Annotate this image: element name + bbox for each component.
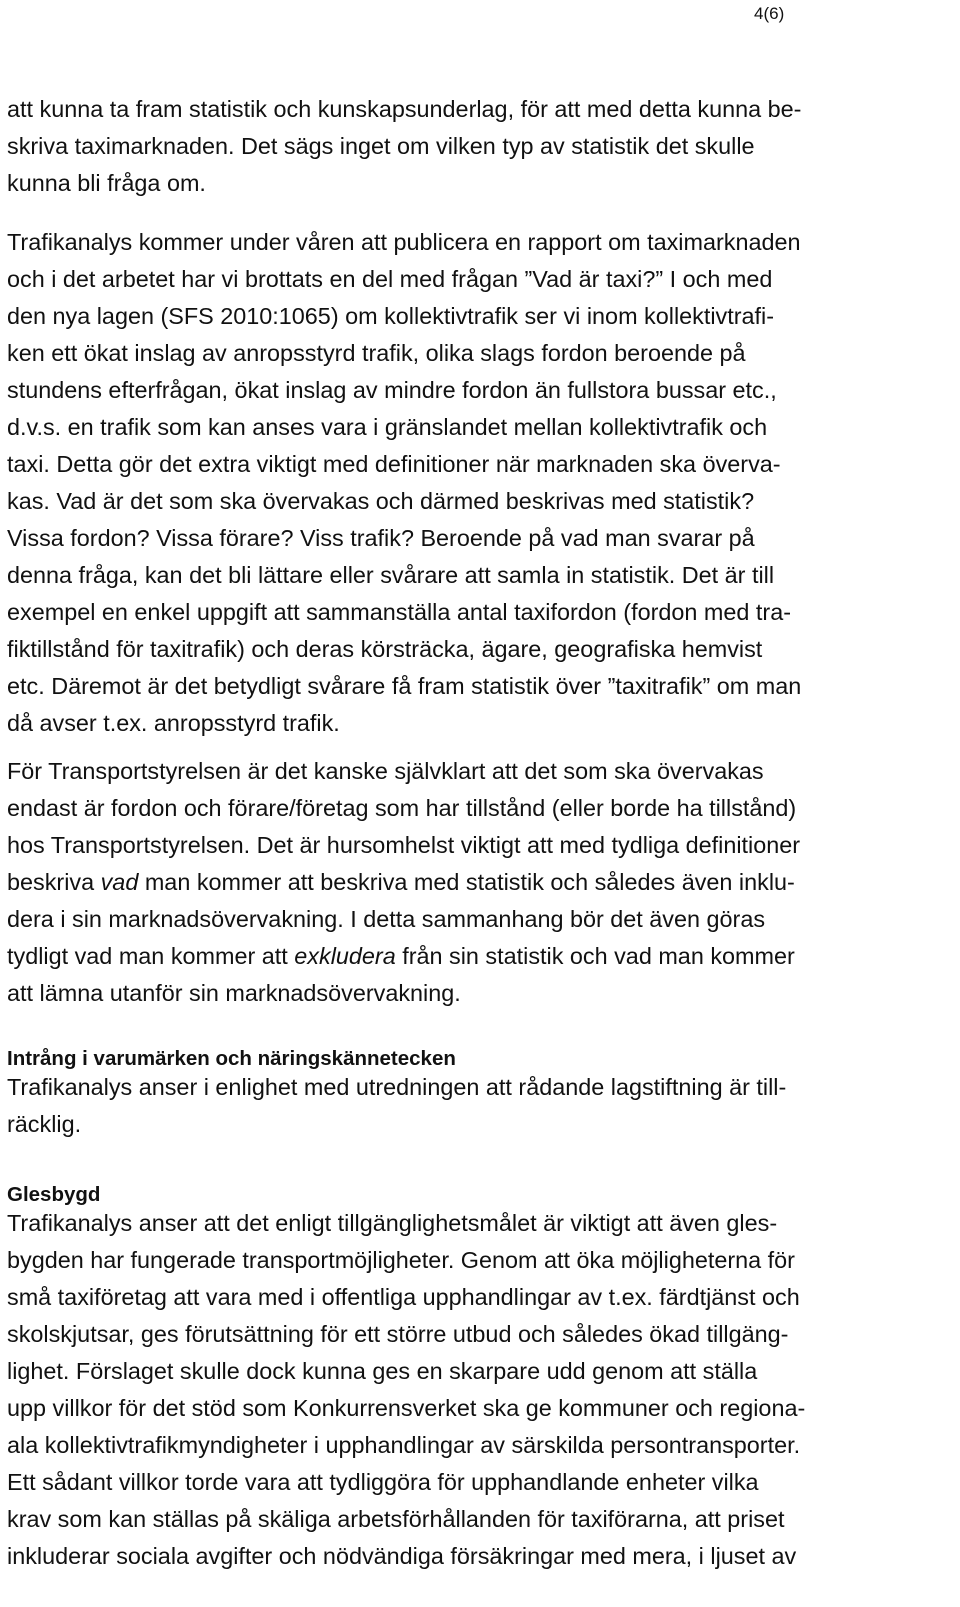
paragraph-intrang — [7, 1069, 942, 1143]
text-line: stundens efterfrågan, ökat inslag av mindre fordon än fullstora bussar etc., — [7, 377, 777, 403]
text-segment: från sin statistik och vad man kommer — [395, 943, 795, 969]
text-line: d.v.s. en trafik som kan anses vara i gränslandet mellan kollektivtrafik och — [7, 414, 768, 440]
paragraph-glesbygd — [7, 1205, 942, 1575]
text-line: Ett sådant villkor torde vara att tydliggöra för upphandlande enheter vilka — [7, 1469, 759, 1495]
text-line: Trafikanalys kommer under våren att publicera en rapport om taximarknaden — [7, 229, 801, 255]
text-segment: man kommer att beskriva med statistik och således även inklu- — [138, 869, 795, 895]
text-line: fiktillstånd för taxitrafik) och deras körsträcka, ägare, geografiska hemvist — [7, 636, 763, 662]
emphasis-exkludera: exkludera — [294, 943, 396, 969]
text-line: etc. Däremot är det betydligt svårare få fram statistik över ”taxitrafik” om man — [7, 673, 802, 699]
text-line: krav som kan ställas på skäliga arbetsförhållanden för taxiförarna, att priset — [7, 1506, 785, 1532]
page-number: 4(6) — [754, 4, 785, 23]
text-line: Vissa fordon? Vissa förare? Viss trafik? Beroende på vad man svarar på — [7, 525, 755, 551]
text-line: kunna bli fråga om. — [7, 170, 206, 196]
text-segment: beskriva — [7, 869, 101, 895]
text-line: taxi. Detta gör det extra viktigt med definitioner när marknaden ska överva- — [7, 451, 781, 477]
text-line — [7, 864, 942, 901]
text-line: inkluderar sociala avgifter och nödvändiga försäkringar med mera, i ljuset av — [7, 1543, 797, 1569]
text-line: och i det arbetet har vi brottats en del med frågan ”Vad är taxi?” I och med — [7, 266, 773, 292]
text-line: lighet. Förslaget skulle dock kunna ges en skarpare udd genom att ställa — [7, 1358, 758, 1384]
emphasis-vad: vad — [100, 869, 139, 895]
text-line: att kunna ta fram statistik och kunskapsunderlag, för att med detta kunna be- — [7, 96, 802, 122]
paragraph-statistics-intro — [7, 91, 942, 202]
text-line: den nya lagen (SFS 2010:1065) om kollektivtrafik ser vi inom kollektivtrafi- — [7, 303, 775, 329]
text-line: upp villkor för det stöd som Konkurrensverket ska ge kommuner och regiona- — [7, 1395, 806, 1421]
text-line: dera i sin marknadsövervakning. I detta sammanhang bör det även göras — [7, 906, 766, 932]
text-line: Trafikanalys anser att det enligt tillgänglighetsmålet är viktigt att även gles- — [7, 1210, 778, 1236]
paragraph-transportstyrelsen — [7, 753, 942, 1012]
text-line: Trafikanalys anser i enlighet med utredningen att rådande lagstiftning är till- — [7, 1074, 787, 1100]
text-line: hos Transportstyrelsen. Det är hursomhelst viktigt att med tydliga definitioner — [7, 832, 801, 858]
text-line: exempel en enkel uppgift att sammanställa antal taxifordon (fordon med tra- — [7, 599, 792, 625]
text-line: bygden har fungerade transportmöjligheter. Genom att öka möjligheterna för — [7, 1247, 795, 1273]
text-line: denna fråga, kan det bli lättare eller svårare att samla in statistik. Det är till — [7, 562, 775, 588]
text-line: ala kollektivtrafikmyndigheter i upphandlingar av särskilda persontransporter. — [7, 1432, 801, 1458]
text-line: skriva taximarknaden. Det sägs inget om vilken typ av statistik det skulle — [7, 133, 755, 159]
text-line: endast är fordon och förare/företag som har tillstånd (eller borde ha tillstånd) — [7, 795, 797, 821]
text-line: För Transportstyrelsen är det kanske självklart att det som ska övervakas — [7, 758, 764, 784]
text-line: skolskjutsar, ges förutsättning för ett större utbud och således ökad tillgäng- — [7, 1321, 789, 1347]
text-line: ken ett ökat inslag av anropsstyrd trafik, olika slags fordon beroende på — [7, 340, 746, 366]
section-heading-glesbygd: Glesbygd — [7, 1183, 101, 1206]
text-line — [7, 938, 942, 975]
paragraph-taxi-definition — [7, 224, 942, 742]
text-line: då avser t.ex. anropsstyrd trafik. — [7, 710, 340, 736]
text-line: kas. Vad är det som ska övervakas och därmed beskrivas med statistik? — [7, 488, 755, 514]
text-segment: tydligt vad man kommer att — [7, 943, 295, 969]
text-line: små taxiföretag att vara med i offentliga upphandlingar av t.ex. färdtjänst och — [7, 1284, 800, 1310]
text-line: att lämna utanför sin marknadsövervakning. — [7, 980, 461, 1006]
section-heading-intrang: Intrång i varumärken och näringskännetecken — [7, 1047, 456, 1070]
text-line: räcklig. — [7, 1111, 82, 1137]
